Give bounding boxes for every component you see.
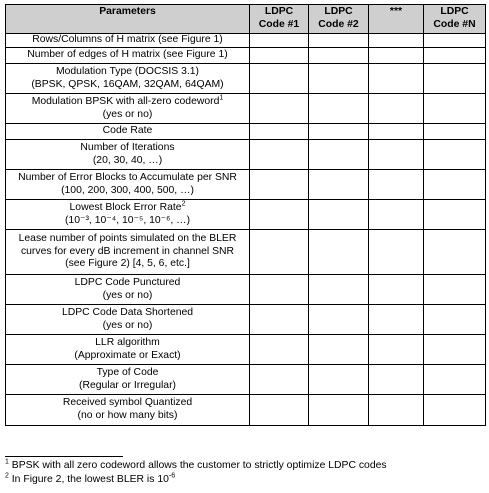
parameter-label-line bbox=[8, 350, 247, 363]
value-cell[interactable] bbox=[369, 94, 424, 124]
value-cell[interactable] bbox=[424, 230, 486, 275]
parameter-text: Code Rate bbox=[102, 125, 153, 137]
table-row bbox=[6, 335, 486, 365]
value-cell[interactable] bbox=[424, 94, 486, 124]
value-cell[interactable] bbox=[309, 230, 369, 275]
value-cell[interactable] bbox=[309, 34, 369, 48]
value-cell[interactable] bbox=[424, 140, 486, 170]
parameter-text: Modulation BPSK with all-zero codeword bbox=[31, 95, 220, 107]
parameter-label-line bbox=[8, 34, 247, 47]
parameter-label-line bbox=[8, 410, 247, 423]
footnote-mark: 2 bbox=[5, 472, 9, 480]
value-cell[interactable] bbox=[309, 170, 369, 200]
parameter-label bbox=[6, 124, 250, 140]
value-cell[interactable] bbox=[369, 275, 424, 305]
value-cell[interactable] bbox=[250, 230, 309, 275]
value-cell[interactable] bbox=[424, 335, 486, 365]
table-row bbox=[6, 34, 486, 48]
value-cell[interactable] bbox=[369, 395, 424, 426]
value-cell[interactable] bbox=[424, 64, 486, 94]
parameter-label bbox=[6, 365, 250, 395]
parameter-text: LLR algorithm bbox=[95, 336, 160, 348]
table-row bbox=[6, 140, 486, 170]
value-cell[interactable] bbox=[369, 48, 424, 64]
parameter-label-line bbox=[8, 79, 247, 92]
value-cell[interactable] bbox=[424, 395, 486, 426]
parameter-label bbox=[6, 395, 250, 426]
parameter-text: (10⁻³, 10⁻⁴, 10⁻⁵, 10⁻⁶, …) bbox=[64, 214, 191, 226]
parameter-label bbox=[6, 230, 250, 275]
value-cell[interactable] bbox=[424, 124, 486, 140]
value-cell[interactable] bbox=[250, 48, 309, 64]
parameter-label bbox=[6, 275, 250, 305]
footnote-text: BPSK with all zero codeword allows the customer to strictly optimize LDPC codes bbox=[8, 460, 387, 471]
value-cell[interactable] bbox=[369, 170, 424, 200]
parameter-text: Received symbol Quantized bbox=[62, 397, 193, 409]
footnote-mark: 1 bbox=[5, 458, 9, 466]
table-row bbox=[6, 94, 486, 124]
parameter-text: LDPC Code Punctured bbox=[74, 276, 181, 288]
parameter-label-line bbox=[8, 96, 247, 109]
footnote-marker: 1 bbox=[219, 94, 224, 102]
parameter-text: (yes or no) bbox=[102, 319, 153, 331]
value-cell[interactable] bbox=[309, 140, 369, 170]
parameter-label-line bbox=[8, 277, 247, 290]
parameter-label-line bbox=[8, 172, 247, 185]
value-cell[interactable] bbox=[250, 124, 309, 140]
footnote-item bbox=[5, 459, 387, 473]
header-ldpc-code-2 bbox=[309, 5, 369, 34]
parameter-label-line bbox=[8, 233, 247, 246]
parameter-text: Modulation Type (DOCSIS 3.1) bbox=[55, 65, 200, 77]
parameter-label bbox=[6, 94, 250, 124]
table-row bbox=[6, 48, 486, 64]
parameter-text: (Approximate or Exact) bbox=[74, 349, 181, 361]
parameter-text: Number of edges of H matrix (see Figure 1) bbox=[27, 49, 228, 61]
parameter-label-line bbox=[8, 397, 247, 410]
value-cell[interactable] bbox=[250, 365, 309, 395]
footnote-text: In Figure 2, the lowest BLER is 10 bbox=[8, 474, 169, 485]
value-cell[interactable] bbox=[309, 200, 369, 230]
header-ellipsis bbox=[369, 5, 424, 34]
value-cell[interactable] bbox=[369, 124, 424, 140]
parameter-text: Type of Code bbox=[96, 366, 159, 378]
parameter-label bbox=[6, 170, 250, 200]
parameter-label-line bbox=[8, 320, 247, 333]
parameter-text: Lowest Block Error Rate bbox=[69, 201, 182, 213]
parameter-label-line bbox=[8, 49, 247, 62]
parameter-text: (100, 200, 300, 400, 500, …) bbox=[61, 184, 194, 196]
value-cell[interactable] bbox=[250, 200, 309, 230]
value-cell[interactable] bbox=[250, 94, 309, 124]
parameter-label bbox=[6, 64, 250, 94]
footnote-exponent: -6 bbox=[168, 472, 176, 480]
value-cell[interactable] bbox=[309, 64, 369, 94]
value-cell[interactable] bbox=[309, 365, 369, 395]
value-cell[interactable] bbox=[309, 94, 369, 124]
table-row bbox=[6, 395, 486, 426]
table-row bbox=[6, 200, 486, 230]
parameter-label-line bbox=[8, 215, 247, 228]
footnote-marker: 2 bbox=[181, 200, 186, 208]
parameter-label-line bbox=[8, 202, 247, 215]
table-row bbox=[6, 230, 486, 275]
parameter-label-line bbox=[8, 155, 247, 168]
value-cell[interactable] bbox=[309, 305, 369, 335]
header-ldpc-code-n-line2: Code #N bbox=[433, 19, 476, 30]
value-cell[interactable] bbox=[424, 48, 486, 64]
table-row bbox=[6, 170, 486, 200]
table-row bbox=[6, 305, 486, 335]
header-ldpc-code-n bbox=[424, 5, 486, 34]
parameter-text: Number of Error Blocks to Accumulate per SNR bbox=[18, 171, 237, 183]
value-cell[interactable] bbox=[250, 395, 309, 426]
value-cell[interactable] bbox=[250, 34, 309, 48]
value-cell[interactable] bbox=[309, 124, 369, 140]
value-cell[interactable] bbox=[369, 34, 424, 48]
parameter-label bbox=[6, 48, 250, 64]
parameter-label-line bbox=[8, 109, 247, 122]
parameter-label-line bbox=[8, 290, 247, 303]
value-cell[interactable] bbox=[250, 305, 309, 335]
parameter-text: (20, 30, 40, …) bbox=[92, 154, 163, 166]
parameter-label-line bbox=[8, 246, 247, 259]
value-cell[interactable] bbox=[369, 365, 424, 395]
parameter-label bbox=[6, 200, 250, 230]
parameter-label-line bbox=[8, 258, 247, 271]
parameter-label-line bbox=[8, 142, 247, 155]
parameter-label-line bbox=[8, 337, 247, 350]
footnote-item bbox=[5, 473, 387, 487]
parameter-text: (BPSK, QPSK, 16QAM, 32QAM, 64QAM) bbox=[31, 78, 224, 90]
value-cell[interactable] bbox=[424, 275, 486, 305]
table-row bbox=[6, 64, 486, 94]
parameter-label bbox=[6, 140, 250, 170]
parameter-label-line bbox=[8, 125, 247, 138]
value-cell[interactable] bbox=[309, 395, 369, 426]
value-cell[interactable] bbox=[250, 335, 309, 365]
value-cell[interactable] bbox=[369, 140, 424, 170]
value-cell[interactable] bbox=[309, 335, 369, 365]
parameter-label bbox=[6, 305, 250, 335]
parameter-label bbox=[6, 335, 250, 365]
parameter-text: curves for every dB increment in channel SNR bbox=[20, 245, 235, 257]
parameter-text: (Regular or Irregular) bbox=[78, 379, 176, 391]
value-cell[interactable] bbox=[424, 365, 486, 395]
header-ldpc-code-n-line1: LDPC bbox=[440, 6, 469, 18]
header-ldpc-code-2-line1: LDPC bbox=[324, 6, 353, 18]
parameter-label-line bbox=[8, 307, 247, 320]
table-body bbox=[6, 34, 486, 426]
parameter-label-line bbox=[8, 367, 247, 380]
parameter-text: Rows/Columns of H matrix (see Figure 1) bbox=[32, 34, 223, 46]
parameter-label bbox=[6, 34, 250, 48]
parameter-label-line bbox=[8, 66, 247, 79]
value-cell[interactable] bbox=[424, 170, 486, 200]
header-ldpc-code-1 bbox=[250, 5, 309, 34]
parameters-table bbox=[5, 4, 486, 426]
parameter-label-line bbox=[8, 380, 247, 393]
value-cell[interactable] bbox=[424, 34, 486, 48]
header-ldpc-code-1-line2: Code #1 bbox=[258, 19, 300, 30]
parameter-text: Number of Iterations bbox=[80, 141, 175, 153]
value-cell[interactable] bbox=[369, 200, 424, 230]
footnotes bbox=[5, 459, 387, 487]
value-cell[interactable] bbox=[369, 230, 424, 275]
header-ldpc-code-2-line2: Code #2 bbox=[318, 19, 359, 30]
parameter-text: (see Figure 2) [4, 5, 6, etc.] bbox=[65, 258, 190, 270]
header-ldpc-code-1-line1: LDPC bbox=[264, 6, 294, 18]
value-cell[interactable] bbox=[424, 200, 486, 230]
value-cell[interactable] bbox=[369, 335, 424, 365]
header-parameters: Parameters bbox=[6, 5, 250, 34]
parameter-text: Lease number of points simulated on the BLER bbox=[18, 232, 237, 244]
parameter-text: (no or how many bits) bbox=[77, 410, 178, 421]
parameter-label-line bbox=[8, 185, 247, 198]
header-ellipsis-text: *** bbox=[389, 6, 403, 17]
table-row bbox=[6, 124, 486, 140]
parameter-text: (yes or no) bbox=[102, 108, 153, 120]
value-cell[interactable] bbox=[250, 64, 309, 94]
value-cell[interactable] bbox=[369, 64, 424, 94]
parameter-text: (yes or no) bbox=[102, 289, 153, 301]
value-cell[interactable] bbox=[250, 140, 309, 170]
value-cell[interactable] bbox=[309, 48, 369, 64]
value-cell[interactable] bbox=[369, 305, 424, 335]
footnote-separator bbox=[5, 456, 123, 457]
value-cell[interactable] bbox=[424, 305, 486, 335]
value-cell[interactable] bbox=[250, 275, 309, 305]
parameter-text: LDPC Code Data Shortened bbox=[61, 306, 194, 318]
table-row bbox=[6, 365, 486, 395]
table-row bbox=[6, 275, 486, 305]
header-row bbox=[6, 5, 486, 34]
value-cell[interactable] bbox=[309, 275, 369, 305]
value-cell[interactable] bbox=[250, 170, 309, 200]
